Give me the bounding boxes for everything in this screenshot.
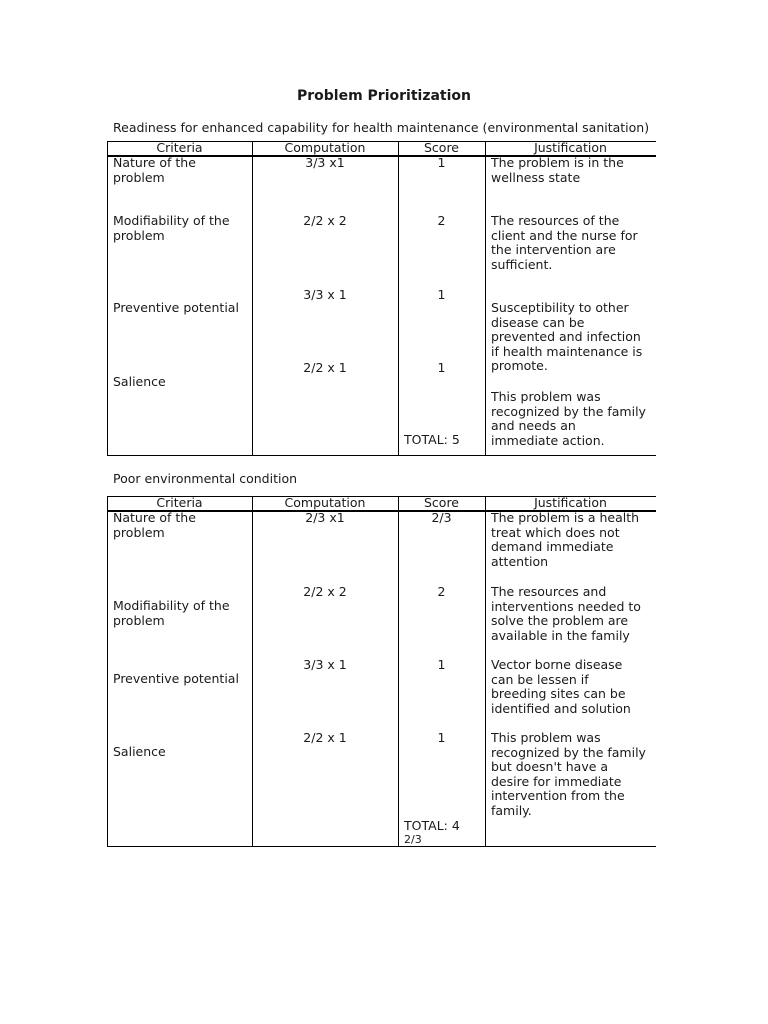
justification-cell: This problem was recognized by the family and needs an immediate action. [491,389,646,448]
computation-cell: 2/3 x1 [305,510,345,525]
column-header-criteria: Criteria [156,140,203,155]
justification-cell: The resources of the client and the nurse for the intervention are sufficient. [491,213,638,272]
justification-cell: Vector borne disease can be lessen if breeding sites can be identified and solution [491,657,631,716]
score-cell: 2 [437,213,446,228]
justification-cell: The problem is in the wellness state [491,155,624,185]
criteria-cell: Salience [113,374,166,389]
score-cell: 2/3 [431,510,452,525]
computation-cell: 2/2 x 1 [303,360,347,375]
computation-cell: 2/2 x 2 [303,584,347,599]
total-score: TOTAL: 4 [404,818,460,833]
score-cell: 1 [437,657,446,672]
criteria-cell: Nature of the problem [113,510,196,540]
justification-cell: The problem is a health treat which does not demand immediate attention [491,510,640,569]
column-header-computation: Computation [284,495,366,510]
column-header-justification: Justification [534,140,607,155]
page-title: Problem Prioritization [296,88,471,104]
score-cell: 1 [437,155,446,170]
column-header-justification: Justification [534,495,607,510]
score-cell: 1 [437,287,446,302]
total-score: TOTAL: 5 [404,432,460,447]
total-score-fraction: 2/3 [404,833,422,846]
score-cell: 1 [437,730,446,745]
criteria-cell: Modifiability of the problem [113,598,230,628]
criteria-cell: Nature of the problem [113,155,196,185]
score-cell: 1 [437,360,446,375]
computation-cell: 3/3 x 1 [303,287,347,302]
column-header-score: Score [423,495,459,510]
column-header-score: Score [423,140,459,155]
criteria-cell: Preventive potential [113,671,239,686]
criteria-cell: Salience [113,744,166,759]
computation-cell: 3/3 x1 [305,155,345,170]
justification-cell: The resources and interventions needed to solve the problem are available in the family [491,584,641,643]
score-cell: 2 [437,584,446,599]
criteria-cell: Modifiability of the problem [113,213,230,243]
computation-cell: 2/2 x 2 [303,213,347,228]
criteria-cell: Preventive potential [113,300,239,315]
section-heading: Readiness for enhanced capability for health maintenance (environmental sanitation) [113,120,650,135]
computation-cell: 2/2 x 1 [303,730,347,745]
column-header-computation: Computation [284,140,366,155]
section-heading: Poor environmental condition [113,471,298,486]
column-header-criteria: Criteria [156,495,203,510]
justification-cell: Susceptibility to other disease can be prevented and infection if health maintenance is promote. [491,300,643,374]
justification-cell: This problem was recognized by the family but doesn't have a desire for immediate intervention from the family. [491,730,646,818]
computation-cell: 3/3 x 1 [303,657,347,672]
